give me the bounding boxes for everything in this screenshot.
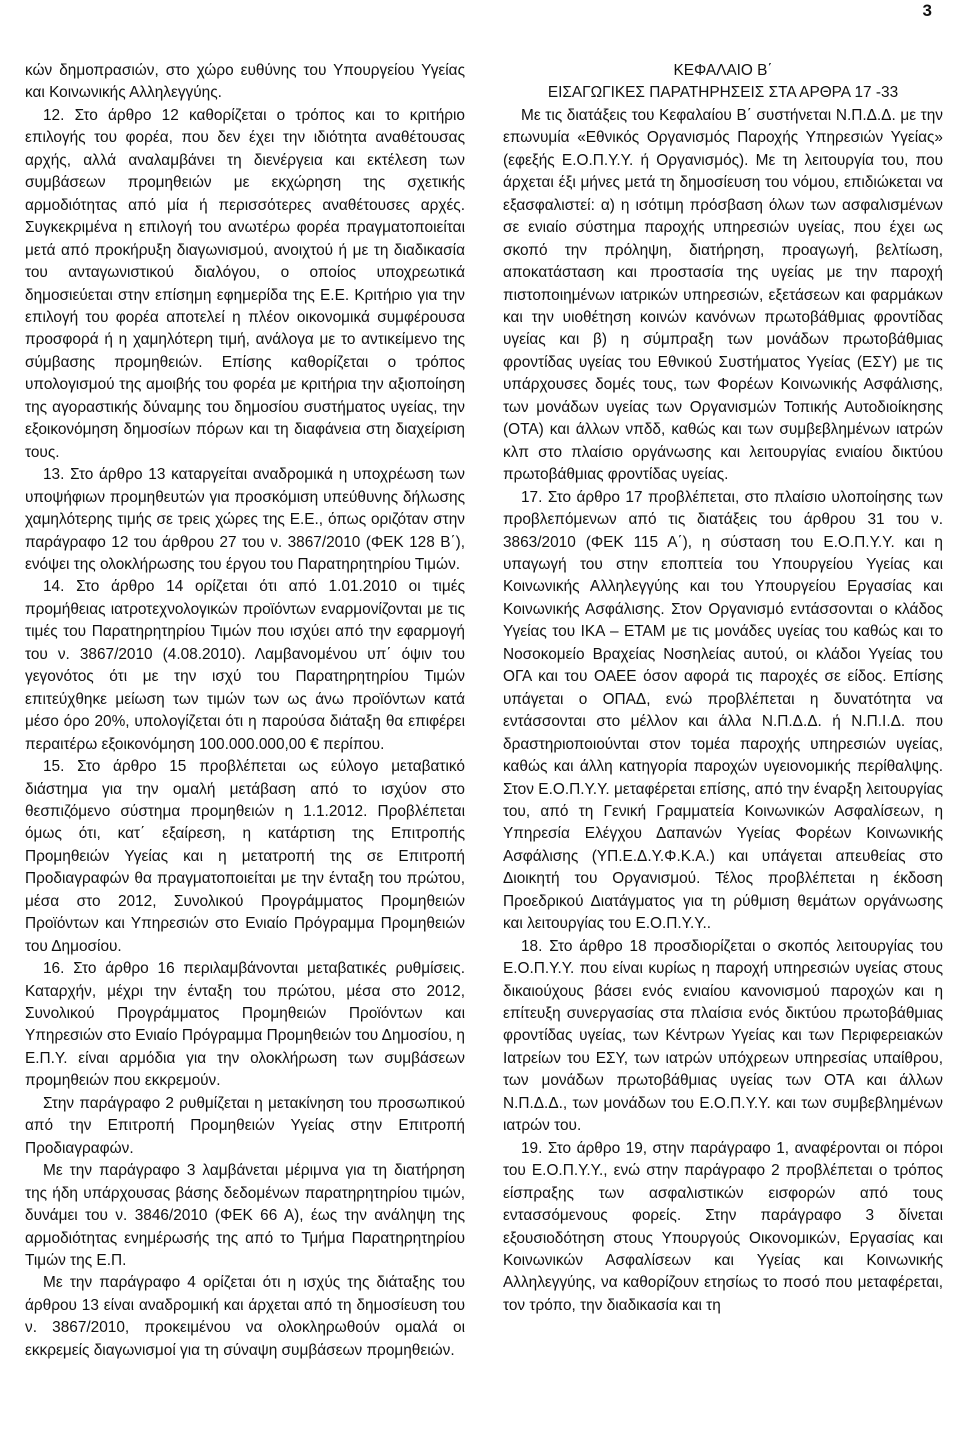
paragraph: 13. Στο άρθρο 13 καταργείται αναδρομικά η υποχρέωση των υποψήφιων προμηθευτών για προσκόμιση υπεύθυνης δήλωσης χαμηλότερης τιμής σε τρεις χώρες της Ε.Ε., όπως οριζόταν στην παράγραφο 12 του άρθρου 27 του ν. 3867/2010 (ΦΕΚ 128 Β΄), ενόψει της ολοκλήρωσης του έργου του Παρατηρητηρίου Τιμών. [25,466,465,573]
paragraph: Με τις διατάξεις του Κεφαλαίου Β΄ συστήνεται Ν.Π.Δ.Δ. με την επωνυμία «Εθνικός Οργανισμός Παροχής Υπηρεσιών Υγείας» (εφεξής Ε.Ο.Π.Υ.Υ. ή Οργανισμός). Με τη λειτουργία του, που άρχεται έξι μήνες μετά τη δημοσίευση του νόμου, επιδιώκεται να εξασφαλιστεί: α) η ισότιμη πρόσβαση όλων των ασφαλισμένων σε ενιαίο σύστημα παροχής υπηρεσιών υγείας, που έχει ως σκοπό την πρόληψη, διατήρηση, προαγωγή, βελτίωση, αποκατάσταση και προστασία της υγείας με την παροχή πιστοποιημένων ιατρικών υπηρεσιών, εξετάσεων και φαρμάκων και την υιοθέτηση κοινών κανόνων πρωτοβάθμιας φροντίδας υγείας και β) η σύμπραξη των μονάδων πρωτοβάθμιας φροντίδας υγείας του Εθνικού Συστήματος Υγείας (ΕΣΥ) με τις υπάρχουσες δομές τους, των Φορέων Κοινωνικής Ασφάλισης, των μονάδων υγείας των Οργανισμών Τοπικής Αυτοδιοίκησης (ΟΤΑ) και άλλων νπδδ, καθώς και των συμβεβλημένων ιατρών κλπ στο πλαίσιο οργάνωσης και λειτουργίας ενιαίου δικτύου πρωτοβάθμιας φροντίδας υγείας. [503,106,943,484]
left-column [25,60,465,1362]
chapter-heading [503,60,943,105]
paragraph: 18. Στο άρθρο 18 προσδιορίζεται ο σκοπός λειτουργίας του Ε.Ο.Π.Υ.Υ. που είναι κυρίως η παροχή υπηρεσιών υγείας στους δικαιούχους βάσει ενός ενιαίου κανονισμού παροχών και η επίτευξη συνεργασίας στα πλαίσια ενός δικτύου πρωτοβάθμιας φροντίδας υγείας, των Κέντρων Υγείας και των Περιφερειακών Ιατρείων του ΕΣΥ, των ιατρών υπόχρεων υπηρεσίας υπαίθρου, των μονάδων πρωτοβάθμιας υγείας των ΟΤΑ και άλλων Ν.Π.Δ.Δ., των μονάδων του Ε.Ο.Π.Υ.Υ. και των συμβεβλημένων ιατρών του. [503,937,943,1135]
paragraph: Με την παράγραφο 4 ορίζεται ότι η ισχύς της διάταξης του άρθρου 13 είναι αναδρομική και άρχεται από τη δημοσίευση του ν. 3867/2010, προκειμένου να ολοκληρωθούν ομαλά οι εκκρεμείς διαγωνισμοί για τη σύναψη συμβάσεων προμηθειών. [25,1274,465,1359]
paragraph: 15. Στο άρθρο 15 προβλέπεται ως εύλογο μεταβατικό διάστημα για την ομαλή μετάβαση από το ισχύον στο θεσπιζόμενο σύστημα προμηθειών η 1.1.2012. Προβλέπεται όμως ότι, κατ΄ εξαίρεση, η κατάρτιση της Επιτροπής Προμηθειών Υγείας και η μετατροπή της σε Επιτροπή Προδιαγραφών θα πραγματοποιείται με την ένταξη του πρώτου, μέσα στο 2012, Συνολικού Προγράμματος Προμηθειών Προϊόντων και Υπηρεσιών στο Ενιαίο Πρόγραμμα Προμηθειών του Δημοσίου. [25,758,465,955]
page-number: 3 [922,1,932,20]
paragraph: κών δημοπρασιών, στο χώρο ευθύνης του Υπουργείου Υγείας και Κοινωνικής Αλληλεγγύης. [25,62,465,102]
paragraph: 17. Στο άρθρο 17 προβλέπεται, στο πλαίσιο υλοποίησης των προβλεπόμενων από τις διατάξεις του άρθρου 31 του ν. 3863/2010 (ΦΕΚ 115 Α΄), η σύσταση του Ε.Ο.Π.Υ.Υ. και η υπαγωγή του στην εποπτεία του Υπουργείου Υγείας και Κοινωνικής Αλληλεγγύης και του Υπουργείου Εργασίας και Κοινωνικής Ασφάλισης. Στον Οργανισμό εντάσσονται ο κλάδος Υγείας του ΙΚΑ – ΕΤΑΜ με τις μονάδες υγείας του καθώς και το Νοσοκομείο Βραχείας Νοσηλείας αυτού, οι κλάδοι Υγείας του ΟΓΑ και του ΟΑΕΕ όσον αφορά τις παροχές σε είδος. Επίσης υπάγεται ο ΟΠΑΔ, ενώ προβλέπεται η δυνατότητα να εντάσσονται στο μέλλον και άλλα Ν.Π.Δ.Δ. ή Ν.Π.Ι.Δ. που δραστηριοποιούνται στον τομέα παροχής υπηρεσιών υγείας, καθώς και άλλη κατηγορία παροχών υγειονομικής περίθαλψης. Στον Ε.Ο.Π.Υ.Υ. μεταφέρεται επίσης, από την έναρξη λειτουργίας του, από τη Γενική Γραμματεία Κοινωνικών Ασφαλίσεων, η Υπηρεσία Ελέγχου Δαπανών Υγείας Φορέων Κοινωνικής Ασφάλισης (ΥΠ.Ε.Δ.Υ.Φ.Κ.Α.) και υπάγεται απευθείας στο Διοικητή του Οργανισμού. Τέλος προβλέπεται η έκδοση Προεδρικού Διατάγματος για τη ρύθμιση θεμάτων οργάνωσης και λειτουργίας του Ε.Ο.Π.Υ.Υ.. [503,488,943,933]
paragraph: 19. Στο άρθρο 19, στην παράγραφο 1, αναφέρονται οι πόροι του Ε.Ο.Π.Υ.Υ., ενώ στην παράγραφο 2 προβλέπεται ο τρόπος είσπραξης των ασφαλιστικών εισφορών από τους εντασσόμενους φορείς. Στην παράγραφο 3 δίνεται εξουσιοδότηση στους Υπουργούς Οικονομικών, Εργασίας και Κοινωνικών Ασφαλίσεων και Υγείας και Κοινωνικής Αλληλεγγύης, να καθορίζουν ετησίως το ποσό που μεταφέρεται, τον τρόπο, την διαδικασία και τη [503,1139,943,1314]
chapter-title: ΚΕΦΑΛΑΙΟ Β΄ [673,62,773,79]
paragraph: 12. Στο άρθρο 12 καθορίζεται ο τρόπος και το κριτήριο επιλογής του φορέα, που δεν έχει την ιδιότητα αναθέτουσας αρχής, αλλά αναλαμβάνει τη διενέργεια και εκτέλεση των συμβάσεων προμηθειών με εκχώρηση της σχετικής αρμοδιότητας από μία ή περισσότερες αναθέτουσες αρχές. Συγκεκριμένα η επιλογή του ανωτέρω φορέα πραγματοποιείται μετά από προκήρυξη διαγωνισμού, ανοιχτού ή με τη διαδικασία του ανταγωνιστικού διαλόγου, ο οποίος υποχρεωτικά δημοσιεύεται στην επίσημη εφημερίδα της Ε.Ε. Κριτήριο για την επιλογή του φορέα αποτελεί η πλέον οικονομικά συμφέρουσα προσφορά ή η χαμηλότερη τιμή, ανάλογα με το αντικείμενο της σύμβασης προμηθειών. Επίσης καθορίζεται ο τρόπος υπολογισμού της αμοιβής του φορέα με κριτήρια την αξιοποίηση της αγοραστικής δύναμης του δημοσίου συστήματος υγείας, την εξοικονόμηση δημοσίων πόρων και τη διαφάνεια στη διαχείριση τους. [25,106,465,461]
paragraph: Με την παράγραφο 3 λαμβάνεται μέριμνα για τη διατήρηση της ήδη υπάρχουσας βάσης δεδομένων παρατηρητηρίου τιμών, δυνάμει του ν. 3846/2010 (ΦΕΚ 66 Α), έως την ανάληψη της αρμοδιότητας ενημέρωσής της από το Τμήμα Παρατηρητηρίου Τιμών της Ε.Π. [25,1162,465,1270]
paragraph: 14. Στο άρθρο 14 ορίζεται ότι από 1.01.2010 οι τιμές προμήθειας ιατροτεχνολογικών προϊόντων εναρμονίζονται με τις τιμές του Παρατηρητηρίου Τιμών που ισχύει από την εφαρμογή του ν. 3867/2010 (4.08.2010). Λαμβανομένου υπ΄ όψιν του γεγονότος ότι με την ισχύ του Παρατηρητηρίου Τιμών επιτεύχθηκε μείωση των τιμών των ως άνω προϊόντων κατά μέσο όρο 20%, υπολογίζεται ότι η παρούσα διάταξη θα επιφέρει περαιτέρω εξοικονόμηση 100.000.000,00 € περίπου. [25,578,465,753]
paragraph: Στην παράγραφο 2 ρυθμίζεται η μετακίνηση του προσωπικού από την Επιτροπή Προμηθειών Υγείας στην Επιτροπή Προδιαγραφών. [25,1094,465,1157]
paragraph: 16. Στο άρθρο 16 περιλαμβάνονται μεταβατικές ρυθμίσεις. Καταρχήν, μέχρι την ένταξη του πρώτου, μέσα στο 2012, Συνολικού Προγράμματος Προμηθειών Προϊόντων και Υπηρεσιών στο Ενιαίο Πρόγραμμα Προμηθειών του Δημοσίου, η Ε.Π.Υ. είναι αρμόδια για την ολοκλήρωση των συμβάσεων προμηθειών που εκκρεμούν. [25,960,465,1090]
chapter-subtitle: ΕΙΣΑΓΩΓΙΚΕΣ ΠΑΡΑΤΗΡΗΣΕΙΣ ΣΤΑ ΑΡΘΡΑ 17 -33 [547,84,899,102]
right-column [503,60,943,1317]
